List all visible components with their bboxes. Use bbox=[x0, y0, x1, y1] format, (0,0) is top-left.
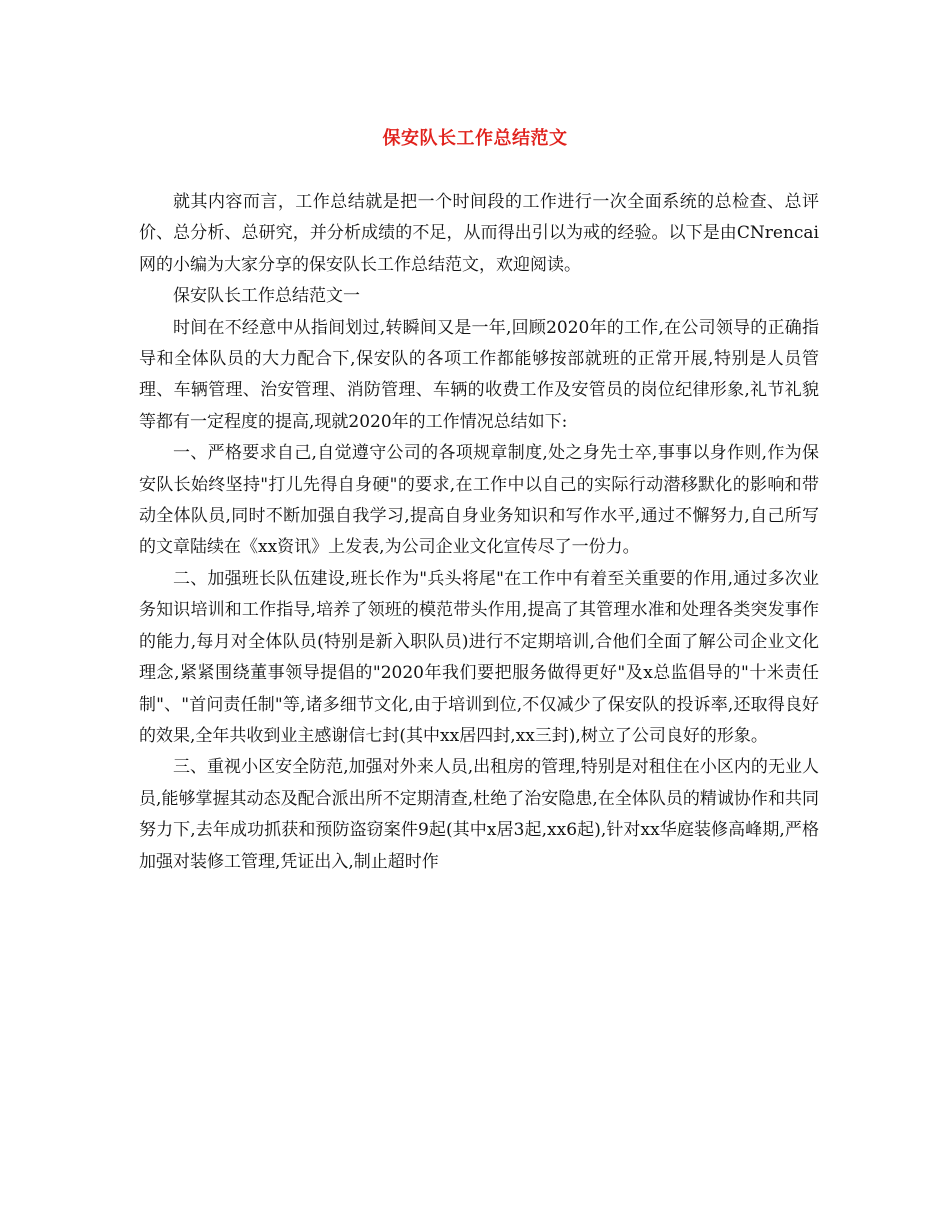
body-paragraph: 一、严格要求自己,自觉遵守公司的各项规章制度,处之身先士卒,事事以身作则,作为保安队长始终坚持"打儿先得自身硬"的要求,在工作中以自己的实际行动潜移默化的影响和带动全体队员,同时不断加强自我学习,提高自身业务知识和写作水平,通过不懈努力,自己所写的文章陆续在《xx资讯》上发表,为公司企业文化宣传尽了一份力。 bbox=[139, 443, 819, 558]
body-paragraph: 时间在不经意中从指间划过,转瞬间又是一年,回顾2020年的工作,在公司领导的正确指导和全体队员的大力配合下,保安队的各项工作都能够按部就班的正常开展,特别是人员管理、车辆管理、治安管理、消防管理、车辆的收费工作及安管员的岗位纪律形象,礼节礼貌等都有一定程度的提高,现就2020年的工作情况总结如下: bbox=[139, 317, 819, 432]
body-paragraph: 三、重视小区安全防范,加强对外来人员,出租房的管理,特别是对租住在小区内的无业人员,能够掌握其动态及配合派出所不定期清查,杜绝了治安隐患,在全体队员的精诚协作和共同努力下,去年成功抓获和预防盗窃案件9起(其中x居3起,xx6起),针对xx华庭装修高峰期,严格加强对装修工管理,凭证出入,制止超时作 bbox=[139, 757, 819, 872]
intro-paragraph: 就其内容而言，工作总结就是把一个时间段的工作进行一次全面系统的总检查、总评价、总分析、总研究，并分析成绩的不足，从而得出引以为戒的经验。以下是由CNrencai网的小编为大家分享的保安队长工作总结范文，欢迎阅读。 bbox=[139, 192, 819, 275]
document-body bbox=[139, 187, 819, 878]
section-heading: 保安队长工作总结范文一 bbox=[173, 286, 360, 307]
document-title: 保安队长工作总结范文 bbox=[382, 128, 568, 149]
body-paragraph: 二、加强班长队伍建设,班长作为"兵头将尾"在工作中有着至关重要的作用,通过多次业务知识培训和工作指导,培养了领班的模范带头作用,提高了其管理水准和处理各类突发事作的能力,每月对全体队员(特别是新入职队员)进行不定期培训,合他们全面了解公司企业文化理念,紧紧围绕董事领导提倡的"2020年我们要把服务做得更好"及x总监倡导的"十米责任制"、"首问责任制"等,诸多细节文化,由于培训到位,不仅减少了保安队的投诉率,还取得良好的效果,全年共收到业主感谢信七封(其中xx居四封,xx三封),树立了公司良好的形象。 bbox=[139, 568, 819, 746]
